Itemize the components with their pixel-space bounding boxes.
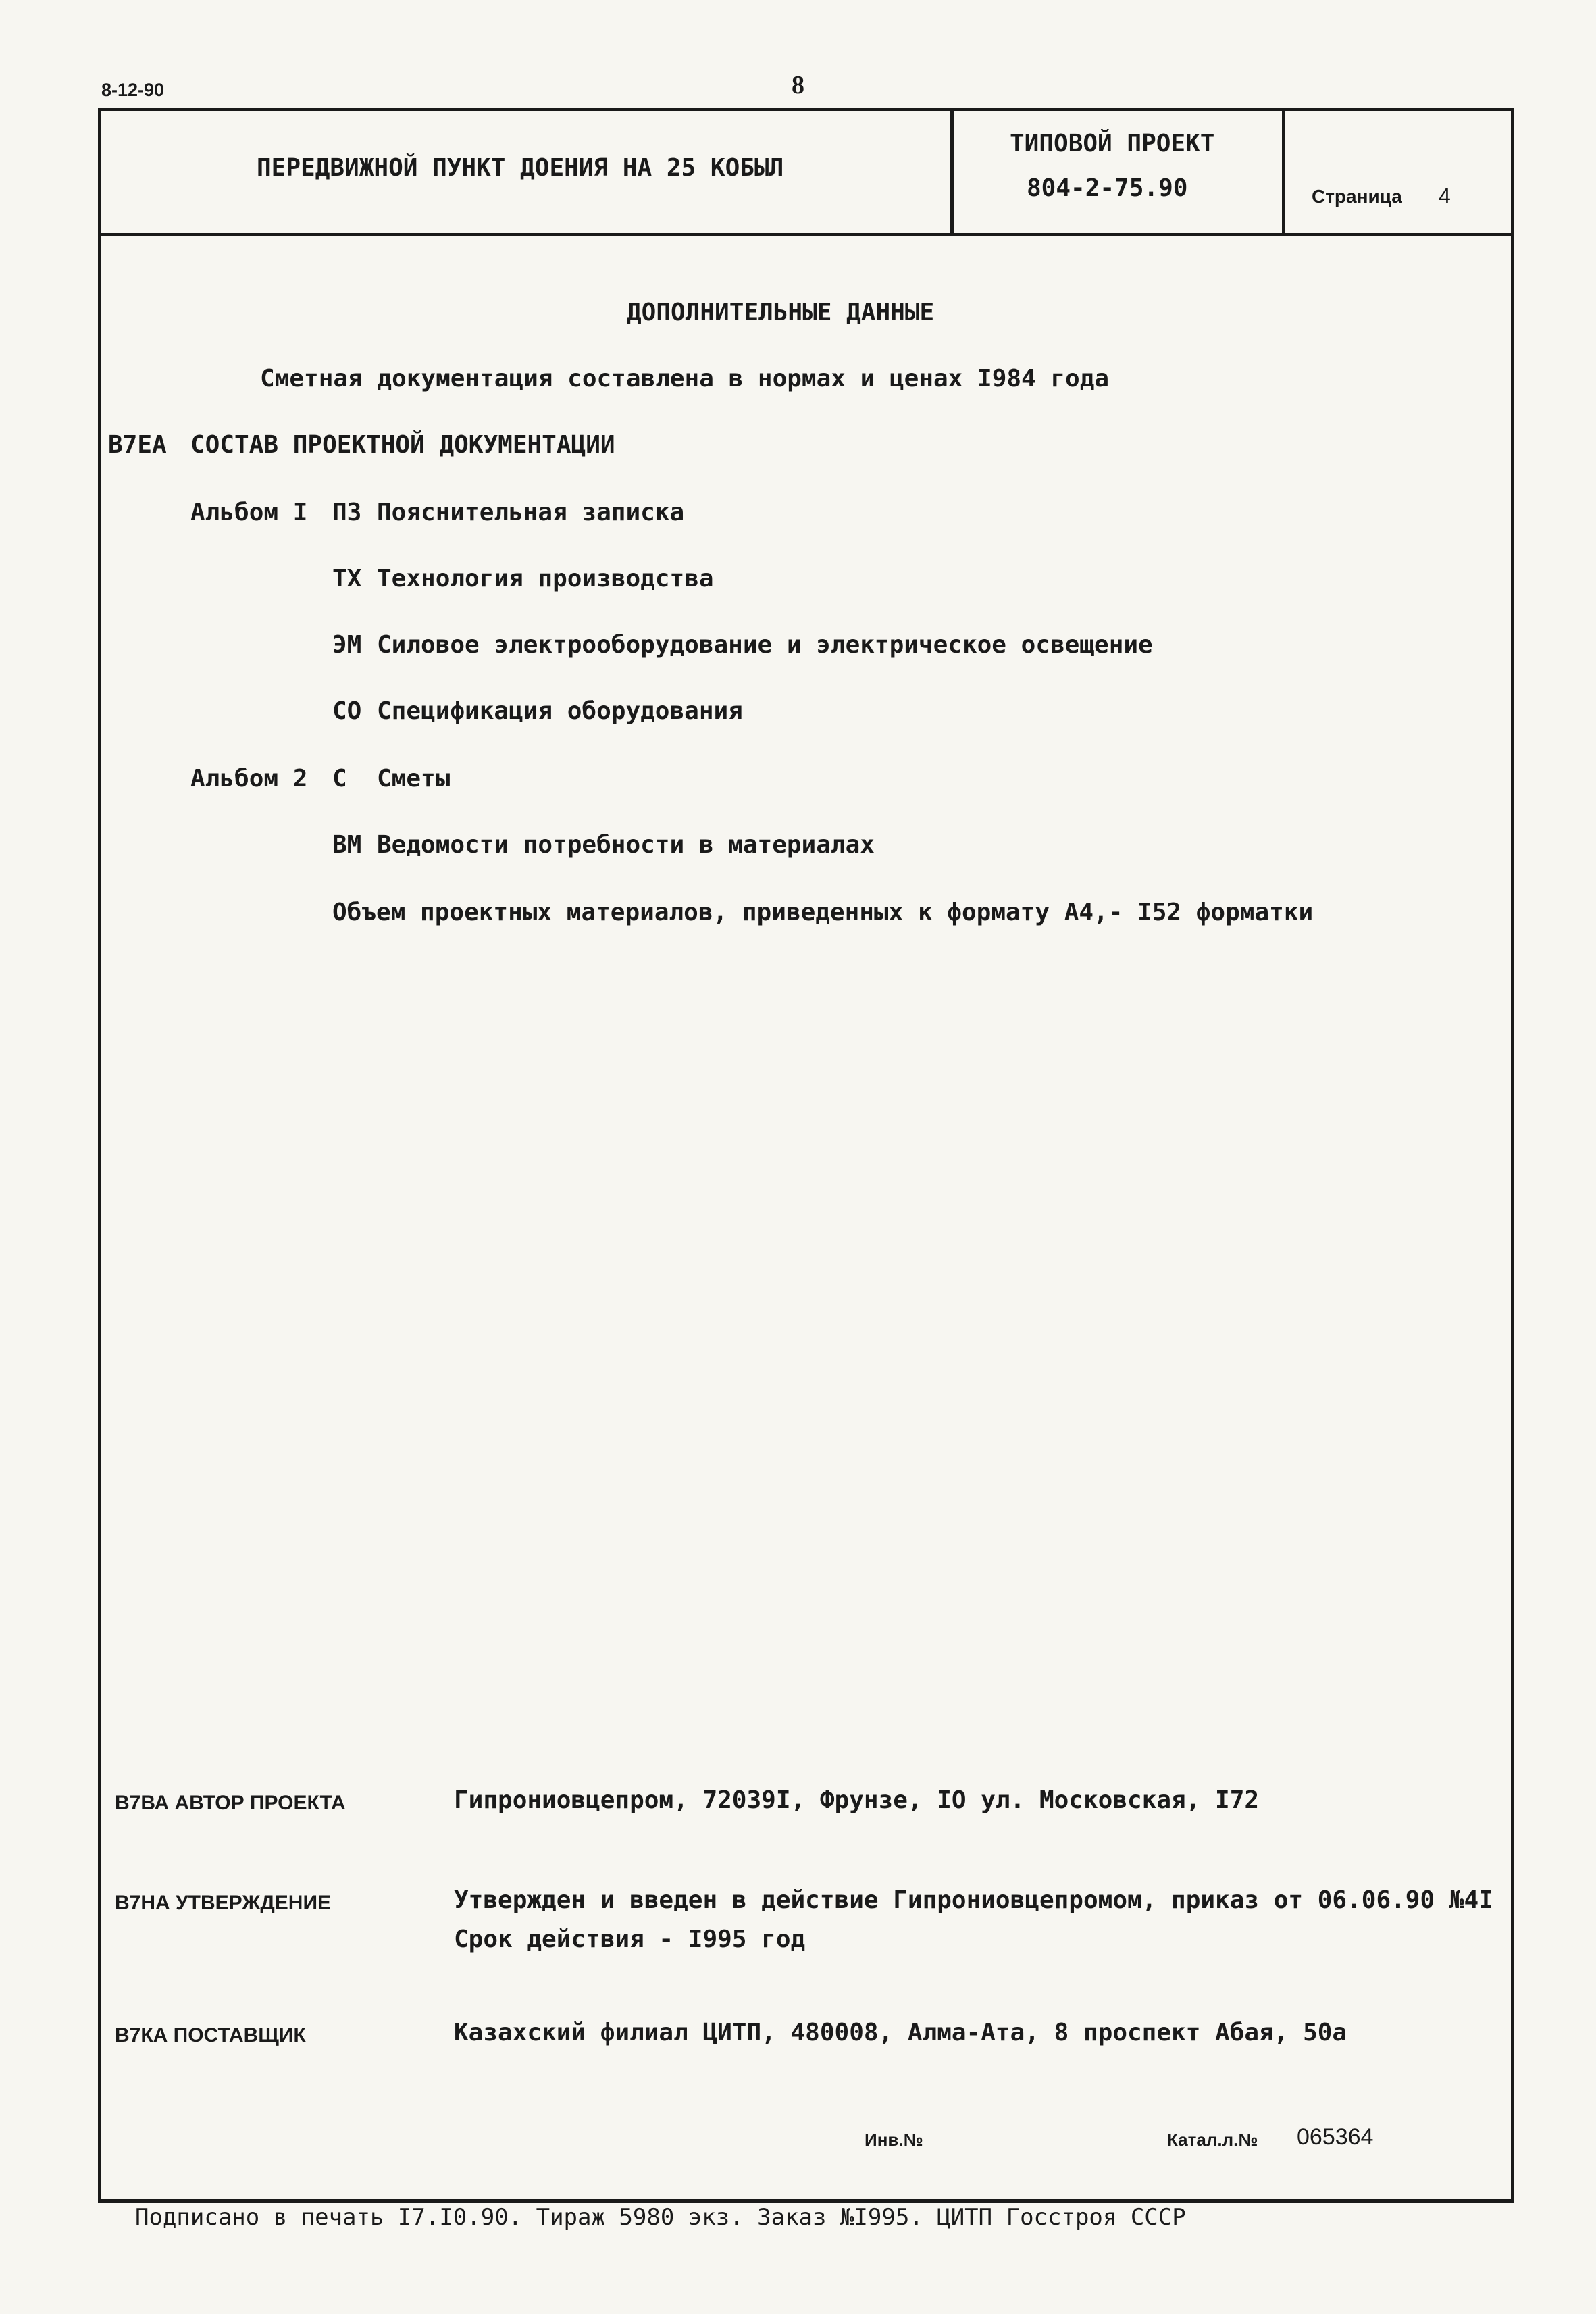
album-1-item-text: Спецификация оборудования	[377, 697, 743, 725]
approval-label: В7НА УТВЕРЖДЕНИЕ	[115, 1892, 332, 1914]
album-1-item-code: ПЗ	[332, 499, 362, 526]
sheet-number: 8	[792, 71, 804, 99]
album-1-item-text: Пояснительная записка	[377, 499, 685, 526]
album-2-label: Альбом 2	[190, 765, 308, 793]
album-2-item-code: С	[332, 765, 347, 793]
header-divider	[98, 233, 1514, 236]
approval-value-line-1: Утвержден и введен в действие Гипрониовцепромом, приказ от 06.06.90 №4I	[454, 1886, 1493, 1914]
album-1-item-code: ЭМ	[332, 631, 362, 659]
composition-code: В7ЕА	[108, 431, 167, 459]
project-number: 804-2-75.90	[1027, 174, 1188, 202]
album-1-item-text: Силовое электрооборудование и электрическое освещение	[377, 631, 1153, 659]
approval-value-line-2: Срок действия - I995 год	[454, 1926, 806, 1953]
project-type: ТИПОВОЙ ПРОЕКТ	[1010, 130, 1215, 157]
page-number: 4	[1439, 184, 1451, 208]
volume-note: Объем проектных материалов, приведенных к формату А4,- I52 форматки	[332, 899, 1314, 926]
print-note: Подписано в печать I7.I0.90. Тираж 5980 экз. Заказ №I995. ЦИТП Госстроя СССР	[135, 2204, 1186, 2231]
supplier-value: Казахский филиал ЦИТП, 480008, Алма-Ата, 8 проспект Абая, 50а	[454, 2019, 1347, 2046]
estimate-note: Сметная документация составлена в нормах и ценах I984 года	[260, 365, 1110, 393]
header-col-divider-2	[1282, 108, 1285, 236]
composition-title: СОСТАВ ПРОЕКТНОЙ ДОКУМЕНТАЦИИ	[190, 431, 615, 459]
album-2-item-code: ВМ	[332, 831, 362, 859]
catalog-label: Катал.л.№	[1167, 2130, 1258, 2150]
header-col-divider-1	[950, 108, 954, 236]
author-value: Гипрониовцепром, 72039I, Фрунзе, IO ул. Московская, I72	[454, 1786, 1260, 1814]
album-2-item-text: Сметы	[377, 765, 451, 793]
supplier-label: В7КА ПОСТАВЩИК	[115, 2024, 306, 2046]
print-date: 8-12-90	[101, 80, 165, 100]
catalog-number: 065364	[1297, 2124, 1374, 2150]
album-1-item-text: Технология производства	[377, 565, 714, 593]
album-1-label: Альбом I	[190, 499, 308, 526]
album-1-item-code: СО	[332, 697, 362, 725]
author-label: В7ВА АВТОР ПРОЕКТА	[115, 1792, 346, 1814]
section-title: ДОПОЛНИТЕЛЬНЫЕ ДАННЫЕ	[627, 299, 935, 326]
album-2-item-text: Ведомости потребности в материалах	[377, 831, 875, 859]
page-label: Страница	[1312, 186, 1402, 207]
album-1-item-code: ТХ	[332, 565, 362, 593]
inventory-label: Инв.№	[865, 2130, 923, 2150]
project-title: ПЕРЕДВИЖНОЙ ПУНКТ ДОЕНИЯ НА 25 КОБЫЛ	[257, 154, 784, 182]
